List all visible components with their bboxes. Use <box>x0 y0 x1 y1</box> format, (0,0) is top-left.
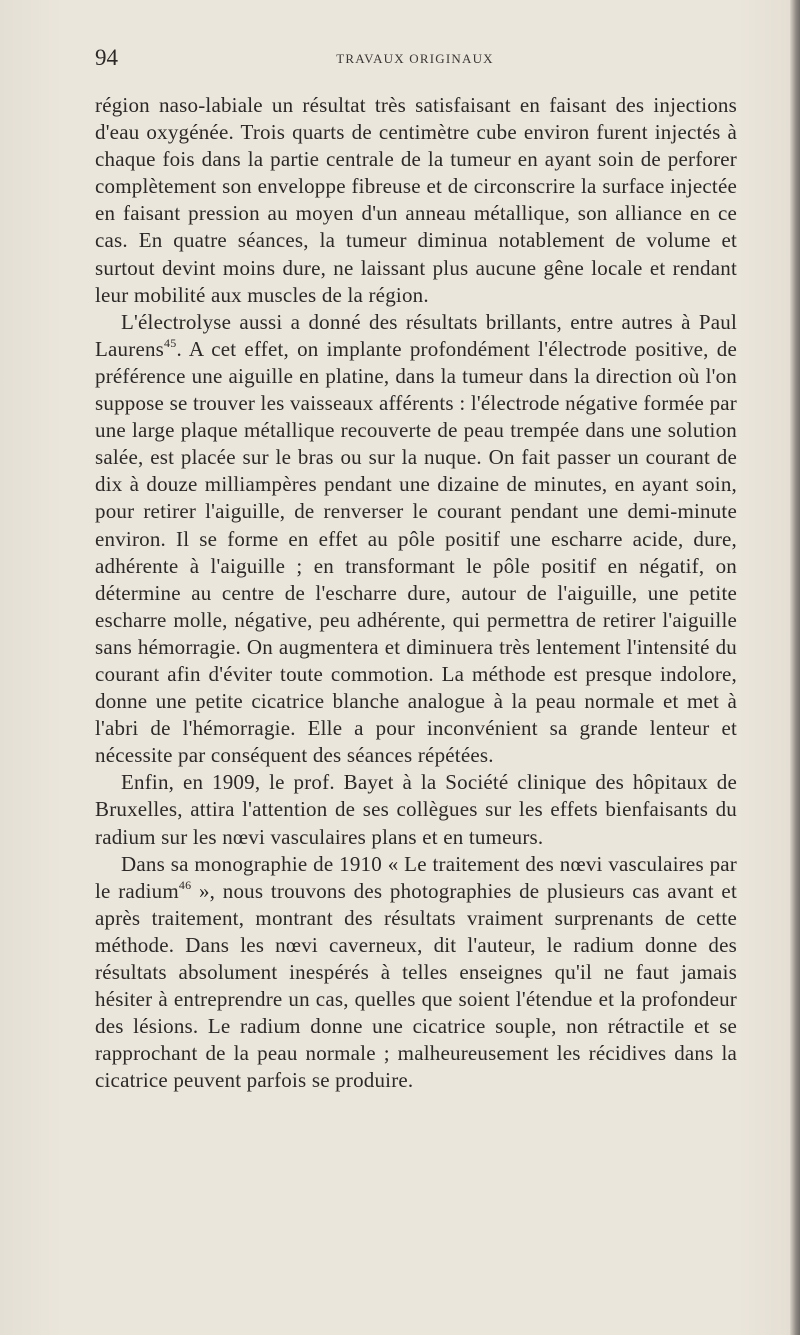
paragraph-4-text-before-note: Dans sa monographie de 1910 « Le traitement des nœvi vasculaires par le radium <box>95 851 737 903</box>
footnote-ref-45: 45 <box>164 335 177 350</box>
paragraph-2-text-before-note: L'électrolyse aussi a donné des résultats brillants, entre autres à Paul Laurens <box>95 309 737 361</box>
paragraph-2 <box>95 309 737 770</box>
body-text <box>95 92 737 1094</box>
footnote-ref-46: 46 <box>178 877 192 892</box>
paragraph-4-text-after-note: », nous trouvons des photographies de plusieurs cas avant et après traitement, montrant des résultats vraiment surprenants de cette méthode. Dans les nœvi caverneux, dit l'auteur, le radium donne des résultats absolument inespérés à telles enseignes qu'il ne faut jamais hésiter à entreprendre un cas, quelles que soient l'étendue et la profondeur des lésions. Le radium donne une cicatrice souple, non rétractile et se rapprochant de la peau normale ; malheureusement les récidives dans la cicatrice peuvent parfois se produire. <box>95 878 737 1093</box>
running-head: TRAVAUX ORIGINAUX <box>336 51 494 66</box>
paragraph-4 <box>95 851 737 1095</box>
paragraph-3: Enfin, en 1909, le prof. Bayet à la Société clinique des hôpitaux de Bruxelles, attira l'attention de ses collègues sur les effets bienfaisants du radium sur les nœvi vasculaires plans et en tumeurs. <box>95 770 737 849</box>
paragraph-1: région naso-labiale un résultat très satisfaisant en faisant des injections d'eau oxygénée. Trois quarts de centimètre cube environ furent injectés à chaque fois dans la partie centrale de la tumeur en ayant soin de perforer complètement son enveloppe fibreuse et de circonscrire la surface injectée en faisant pression au moyen d'un anneau métallique, son alliance en ce cas. En quatre séances, la tumeur diminua notablement de volume et surtout devint moins dure, ne laissant plus aucune gêne locale et rendant leur mobilité aux muscles de la région. <box>95 93 737 307</box>
paragraph-2-text-after-note: . A cet effet, on implante profondément l'électrode positive, de préférence une aiguille en platine, dans la tumeur dans la direction où l'on suppose se trouver les vaisseaux afférents : l'électrode négative formée par une large plaque métallique recouverte de peau trempée dans une solution salée, est placée sur le bras ou sur la nuque. On fait passer un courant de dix à douze milliampères pendant une dizaine de minutes, en ayant soin, pour retirer l'aiguille, de renverser le courant pendant une demi-minute environ. Il se forme en effet au pôle positif une escharre acide, dure, adhérente à l'aiguille ; en transformant le pôle positif en négatif, on détermine au centre de l'escharre dure, autour de l'aiguille, une petite escharre molle, négative, peu adhérente, qui permettra de retirer l'aiguille sans hémorragie. On augmentera et diminuera très lentement l'intensité du courant afin d'éviter toute commotion. La méthode est presque indolore, donne une petite cicatrice blanche analogue à la peau normale et met à l'abri de l'hémorragie. Elle a pour inconvénient sa grande lenteur et nécessite par conséquent des séances répétées. <box>95 336 737 768</box>
page-edge-shadow <box>790 0 800 1335</box>
page-header <box>95 44 735 74</box>
page-number: 94 <box>95 45 118 70</box>
